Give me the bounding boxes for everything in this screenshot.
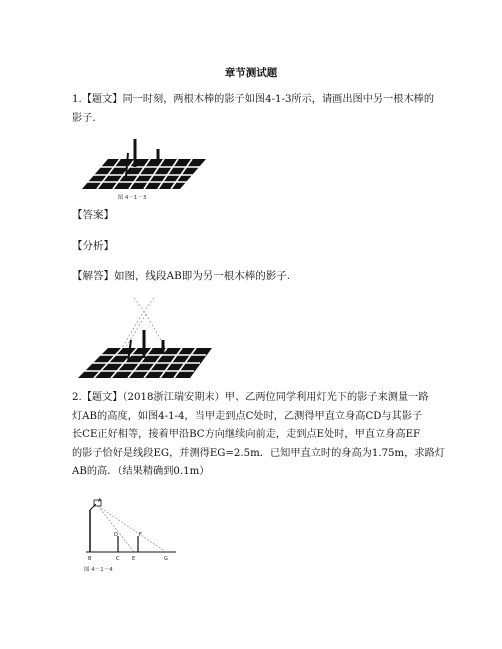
question-2-text	[72, 389, 445, 482]
point-label-b: B	[88, 556, 92, 562]
point-label-f: F	[139, 532, 142, 538]
question-1-line: 影子.	[72, 112, 96, 124]
question-1-line: 1.【题文】同一时刻，两根木棒的影子如图4-1-3所示，请画出图中另一根木棒的	[72, 94, 435, 105]
point-label-c: C	[116, 556, 120, 562]
question-2-line: AB的高．（结果精确到0.1m）	[72, 466, 210, 477]
point-label-g: G	[164, 556, 168, 562]
analysis-label: 【分析】	[72, 240, 114, 252]
figure-4-1-3	[80, 137, 210, 203]
figure-caption: 图 4－1－3	[117, 195, 147, 201]
page-title: 章节测试题	[224, 67, 278, 79]
question-2-line: 长CE正好相等，接着甲沿BC方向继续向前走，走到点E处时，甲直立身高EF	[72, 429, 421, 440]
figure-4-1-4	[80, 496, 180, 580]
answer-label: 【答案】	[72, 209, 114, 221]
point-label-a: A	[98, 498, 102, 504]
point-label-e: E	[132, 556, 136, 562]
solution-text: 【解答】如图，线段AB即为另一根木棒的影子.	[72, 270, 291, 282]
question-2-line: 灯AB的高度，如图4-1-4，当甲走到点C处时，乙测得甲直立身高CD与其影子	[72, 410, 423, 422]
figure-solution-shadow	[74, 296, 214, 384]
question-2-line: 的影子恰好是线段EG，并测得EG=2.5m．已知甲直立时的身高为1.75m，求路灯	[72, 447, 445, 459]
point-label-d: D	[114, 532, 118, 538]
question-2-line: 2.【题文】（2018浙江瑞安期末）甲、乙两位同学利用灯光下的影子来测量一路	[72, 392, 429, 403]
figure-caption: 图 4－1－4	[84, 567, 113, 573]
question-1-text	[72, 91, 434, 128]
